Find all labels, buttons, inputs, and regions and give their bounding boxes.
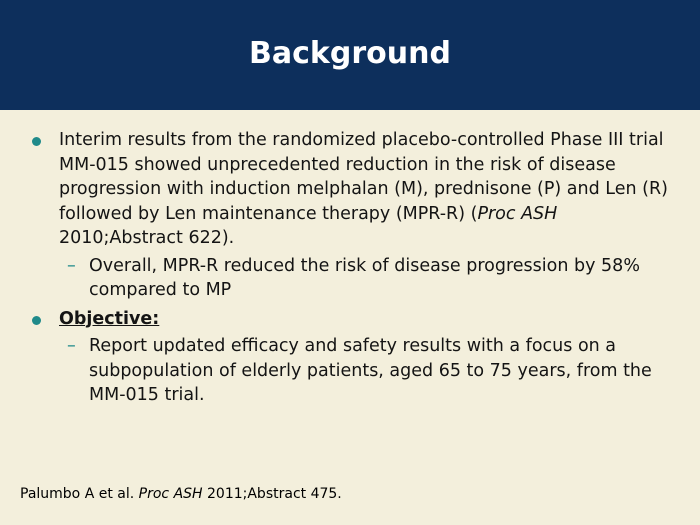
citation-authors: Palumbo A et al.: [20, 486, 139, 502]
citation: [20, 486, 342, 502]
dash-icon: –: [67, 255, 76, 276]
bullet-1-text-a: Interim results from the randomized placebo-controlled Phase III trial MM-015 showed unprecedented reduction in the risk of disease progression with induction melphalan (M), prednisone (P) and Len (R) followed by Len maintenance therapy (MPR-R) (: [59, 130, 668, 224]
citation-journal: Proc ASH: [138, 486, 203, 502]
bullet-item-1: [0, 128, 700, 251]
sub-bullet-2: [0, 334, 700, 408]
objective-label: Objective:: [59, 308, 160, 329]
bullet-dot-icon: [32, 316, 41, 325]
bullet-1-journal: Proc ASH: [477, 203, 558, 224]
dash-icon: –: [67, 336, 76, 356]
sub-bullet-1: [0, 254, 700, 303]
citation-rest: 2011;Abstract 475.: [202, 486, 342, 502]
slide-title: Background: [249, 35, 451, 71]
sub-bullet-1-text: Overall, MPR-R reduced the risk of disease progression by 58% compared to MP: [89, 255, 640, 300]
bullet-dot-icon: [32, 137, 41, 146]
bullet-item-2: [0, 307, 700, 332]
sub-bullet-2-text: Report updated efficacy and safety results with a focus on a subpopulation of elderly patients, aged 65 to 75 years, from the MM-015 trial.: [89, 336, 652, 405]
title-bar: [0, 0, 700, 110]
slide-body: [0, 128, 700, 408]
bullet-1-text-b: 2010;Abstract 622).: [59, 228, 235, 248]
